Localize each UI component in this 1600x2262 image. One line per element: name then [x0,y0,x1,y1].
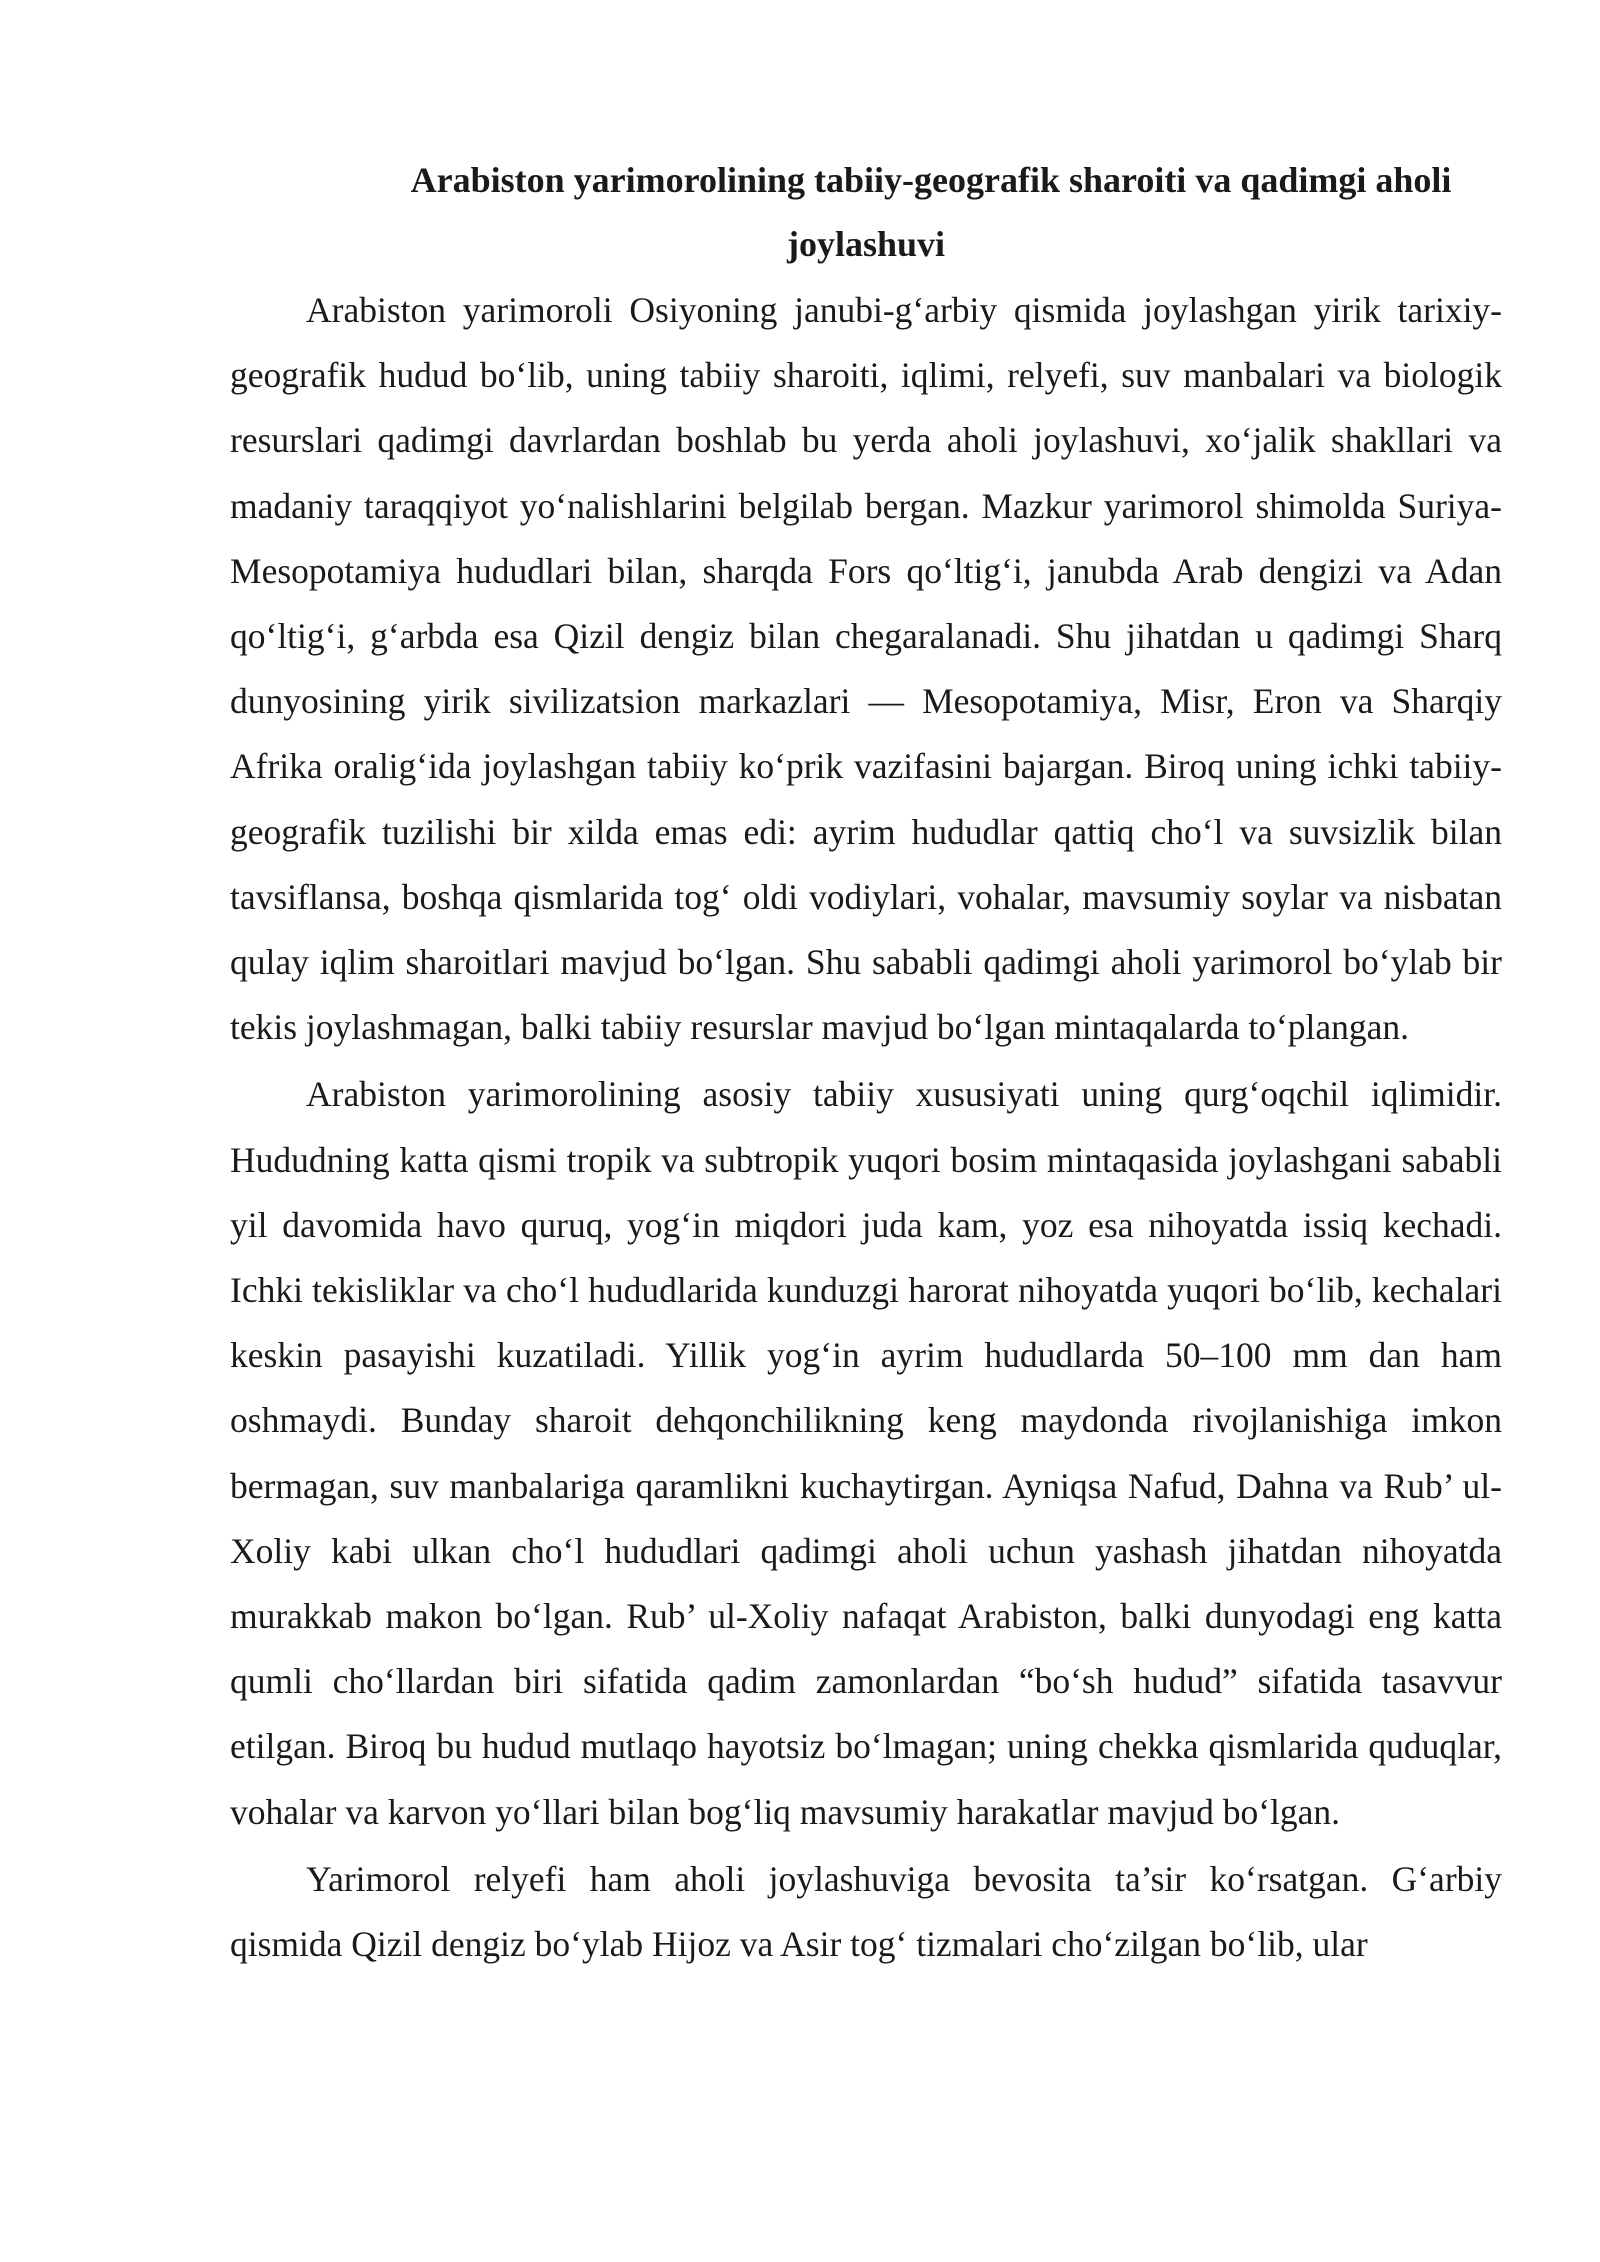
paragraph-1: Arabiston yarimoroli Osiyoning janubi-g‘arbiy qismida joylashgan yirik tarixiy-geografik hudud bo‘lib, uning tabiiy sharoiti, iqlimi, relyefi, suv manbalari va biologik resurslari qadimgi davrlardan boshlab bu yerda aholi joylashuvi, xo‘jalik shakllari va madaniy taraqqiyot yo‘nalishlarini belgilab bergan. Mazkur yarimorol shimolda Suriya-Mesopotamiya hududlari bilan, sharqda Fors qo‘ltig‘i, janubda Arab dengizi va Adan qo‘ltig‘i, g‘arbda esa Qizil dengiz bilan chegaralanadi. Shu jihatdan u qadimgi Sharq dunyosining yirik sivilizatsion markazlari — Mesopotamiya, Misr, Eron va Sharqiy Afrika oralig‘ida joylashgan tabiiy ko‘prik vazifasini bajargan. Biroq uning ichki tabiiy-geografik tuzilishi bir xilda emas edi: ayrim hududlar qattiq cho‘l va suvsizlik bilan tavsiflansa, boshqa qismlarida tog‘ oldi vodiylari, vohalar, mavsumiy soylar va nisbatan qulay iqlim sharoitlari mavjud bo‘lgan. Shu sababli qadimgi aholi yarimorol bo‘ylab bir tekis joylashmagan, balki tabiiy resurslar mavjud bo‘lgan mintaqalarda to‘plangan. [230,290,1502,1048]
document-title: Arabiston yarimorolining tabiiy-geografik sharoiti va qadimgi aholi joylashuvi [410,160,1452,264]
document-body [230,148,1502,1979]
paragraph-3: Yarimorol relyefi ham aholi joylashuviga bevosita ta’sir ko‘rsatgan. G‘arbiy qismida Qizil dengiz bo‘ylab Hijoz va Asir tog‘ tizmalari cho‘zilgan bo‘lib, ular [230,1858,1502,1965]
paragraph-2: Arabiston yarimorolining asosiy tabiiy xususiyati uning qurg‘oqchil iqlimidir. Hududning katta qismi tropik va subtropik yuqori bosim mintaqasida joylashgani sababli yil davomida havo quruq, yog‘in miqdori juda kam, yoz esa nihoyatda issiq kechadi. Ichki tekisliklar va cho‘l hududlarida kunduzgi harorat nihoyatda yuqori bo‘lib, kechalari keskin pasayishi kuzatiladi. Yillik yog‘in ayrim hududlarda 50–100 mm dan ham oshmaydi. Bunday sharoit dehqonchilikning keng maydonda rivojlanishiga imkon bermagan, suv manbalariga qaramlikni kuchaytirgan. Ayniqsa Nafud, Dahna va Rub’ ul-Xoliy kabi ulkan cho‘l hududlari qadimgi aholi uchun yashash jihatdan nihoyatda murakkab makon bo‘lgan. Rub’ ul-Xoliy nafaqat Arabiston, balki dunyodagi eng katta qumli cho‘llardan biri sifatida qadim zamonlardan “bo‘sh hudud” sifatida tasavvur etilgan. Biroq bu hudud mutlaqo hayotsiz bo‘lmagan; uning chekka qismlarida quduqlar, vohalar va karvon yo‘llari bilan bog‘liq mavsumiy harakatlar mavjud bo‘lgan. [230,1074,1502,1832]
